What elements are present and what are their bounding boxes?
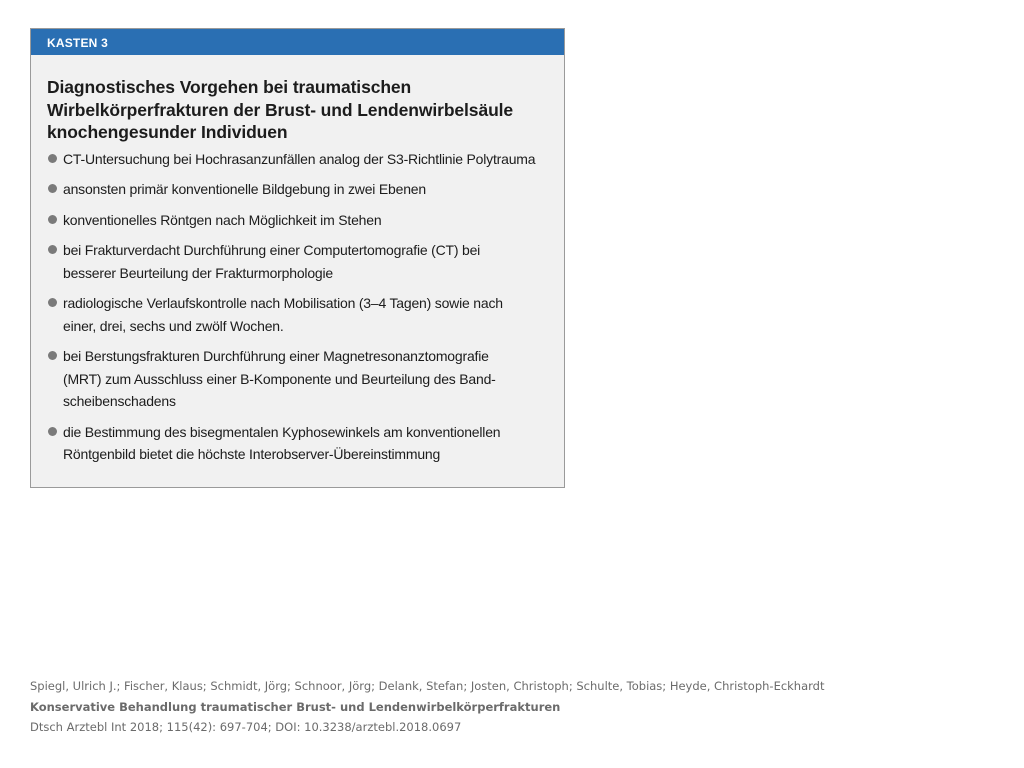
citation-authors: Spiegl, Ulrich J.; Fischer, Klaus; Schmidt, Jörg; Schnoor, Jörg; Delank, Stefan; Josten, Christoph; Schulte, Tobias; Heyde, Christoph-Eckhardt xyxy=(30,679,825,693)
bullet-list xyxy=(31,148,564,466)
list-item xyxy=(47,345,564,413)
list-item-text: CT-Untersuchung bei Hochrasanzunfällen analog der S3-Richtlinie Polytrauma xyxy=(63,150,536,167)
list-item-text: radiologische Verlaufskontrolle nach Mobilisation (3–4 Tagen) sowie nach xyxy=(63,295,503,311)
citation-reference: Dtsch Arztebl Int 2018; 115(42): 697-704; DOI: 10.3238/arztebl.2018.0697 xyxy=(30,720,462,734)
bullet-icon xyxy=(48,184,57,193)
box-title-line: knochengesunder Individuen xyxy=(47,122,288,142)
bullet-icon xyxy=(48,245,57,254)
bullet-icon xyxy=(48,215,57,224)
list-item-text: bei Frakturverdacht Durchführung einer Computertomografie (CT) bei xyxy=(63,242,481,258)
box-title-line: Wirbelkörperfrakturen der Brust- und Lendenwirbelsäule xyxy=(47,99,514,120)
box-title-line: Diagnostisches Vorgehen bei traumatischen xyxy=(47,77,412,97)
bullet-icon xyxy=(48,427,57,436)
list-item-text: konventionelles Röntgen nach Möglichkeit im Stehen xyxy=(63,211,382,228)
list-item-text: die Bestimmung des bisegmentalen Kyphosewinkels am konventionellen xyxy=(63,423,501,440)
list-item xyxy=(47,421,564,466)
list-item-text: (MRT) zum Ausschluss einer B-Komponente und Beurteilung des Band- xyxy=(63,370,496,387)
list-item xyxy=(47,239,564,284)
list-item-text: besserer Beurteilung der Frakturmorphologie xyxy=(63,264,333,281)
list-item xyxy=(47,148,564,171)
bullet-icon xyxy=(48,351,57,360)
citation-article-title: Konservative Behandlung traumatischer Brust- und Lendenwirbelkörperfrakturen xyxy=(30,699,561,714)
box-title xyxy=(47,76,564,144)
list-item xyxy=(47,209,564,232)
box-header: KASTEN 3 xyxy=(31,29,564,55)
list-item-text: bei Berstungsfrakturen Durchführung einer Magnetresonanztomografie xyxy=(63,348,489,364)
list-item-text: einer, drei, sechs und zwölf Wochen. xyxy=(63,317,284,334)
bullet-icon xyxy=(48,298,57,307)
bullet-icon xyxy=(48,154,57,163)
list-item xyxy=(47,292,564,337)
list-item-text: scheibenschadens xyxy=(63,393,176,409)
list-item xyxy=(47,178,564,201)
info-box xyxy=(30,28,565,488)
citation xyxy=(30,676,824,738)
list-item-text: ansonsten primär konventionelle Bildgebung in zwei Ebenen xyxy=(63,181,426,197)
list-item-text: Röntgenbild bietet die höchste Interobserver-Übereinstimmung xyxy=(63,446,441,462)
